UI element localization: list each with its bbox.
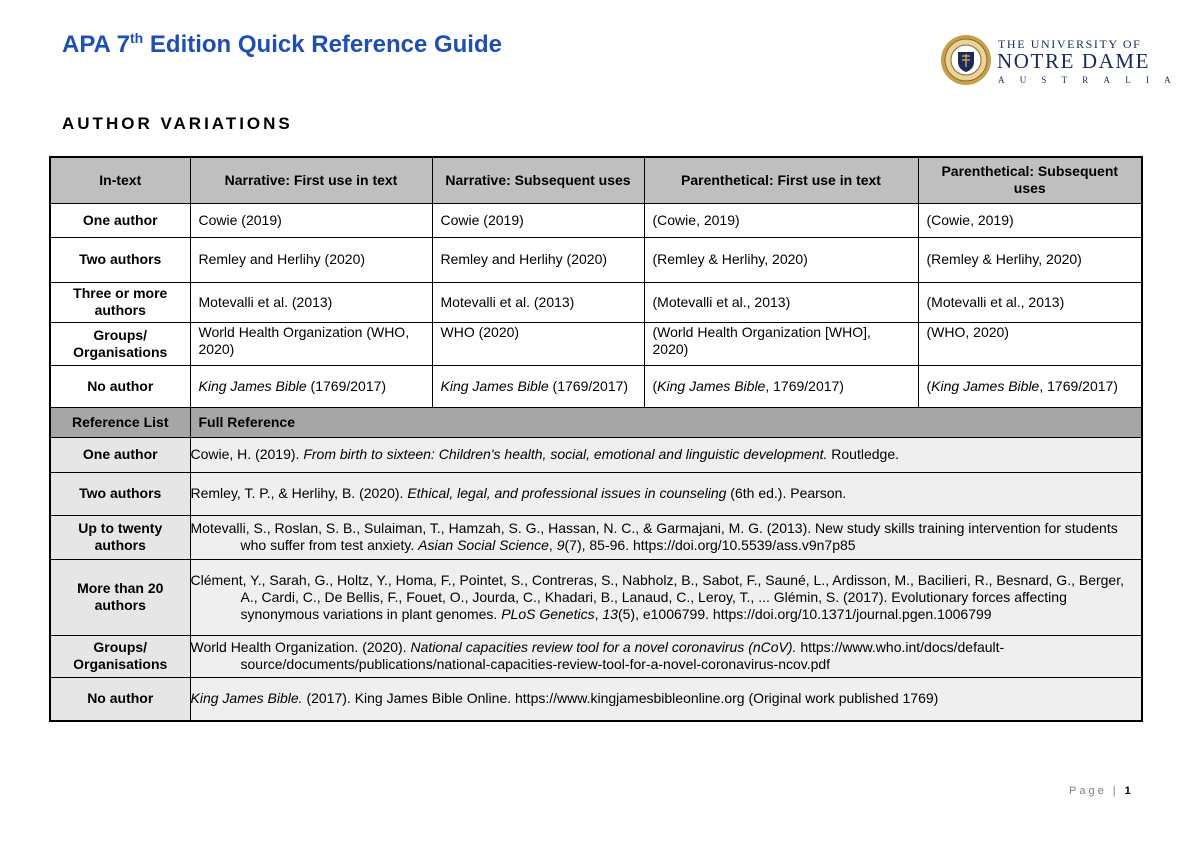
table-cell: (WHO, 2020) <box>918 322 1142 365</box>
table-cell: (World Health Organization [WHO], 2020) <box>644 322 918 365</box>
table-cell: (Motevalli et al., 2013) <box>918 282 1142 322</box>
section-heading: AUTHOR VARIATIONS <box>62 114 293 133</box>
column-header: Parenthetical: First use in text <box>644 157 918 203</box>
table-cell: (Remley & Herlihy, 2020) <box>644 237 918 282</box>
logo-text-top: THE UNIVERSITY OF <box>998 37 1142 51</box>
reference-cell: Remley, T. P., & Herlihy, B. (2020). Ethical, legal, and professional issues in counseling (6th ed.). Pearson. <box>190 472 1142 515</box>
column-header: Parenthetical: Subsequent uses <box>918 157 1142 203</box>
intext-header-row <box>50 157 1142 203</box>
table-row <box>50 515 1142 559</box>
table-cell: World Health Organization (WHO, 2020) <box>190 322 432 365</box>
table-cell: Remley and Herlihy (2020) <box>190 237 432 282</box>
table-row <box>50 677 1142 721</box>
row-label: Two authors <box>50 237 190 282</box>
table-row <box>50 635 1142 677</box>
row-label: Groups/ Organisations <box>50 635 190 677</box>
table-cell: (Cowie, 2019) <box>644 203 918 237</box>
table-cell: King James Bible (1769/2017) <box>190 365 432 407</box>
row-label: One author <box>50 203 190 237</box>
university-seal-icon <box>940 34 992 86</box>
reference-cell: Cowie, H. (2019). From birth to sixteen: Children's health, social, emotional and linguistic development. Routledge. <box>190 437 1142 472</box>
table-row <box>50 203 1142 237</box>
row-label: Up to twenty authors <box>50 515 190 559</box>
reference-cell: World Health Organization. (2020). National capacities review tool for a novel coronavirus (nCoV). https://www.who.int/docs/default-source/documents/publications/national-capacities-review-tool-for-a-novel-coronavirus-ncov.pdf <box>190 635 1142 677</box>
table-cell: Cowie (2019) <box>432 203 644 237</box>
logo-text-main: NOTRE DAME <box>997 49 1151 73</box>
table-row <box>50 437 1142 472</box>
table-row <box>50 365 1142 407</box>
row-label: More than 20 authors <box>50 559 190 635</box>
reference-cell: King James Bible. (2017). King James Bible Online. https://www.kingjamesbibleonline.org (Original work published 1769) <box>190 677 1142 721</box>
reference-header-row <box>50 407 1142 437</box>
page-title: APA 7th Edition Quick Reference Guide <box>62 30 502 58</box>
column-header: Narrative: First use in text <box>190 157 432 203</box>
row-label: Three or more authors <box>50 282 190 322</box>
table-row <box>50 237 1142 282</box>
row-label: No author <box>50 365 190 407</box>
row-label: Groups/ Organisations <box>50 322 190 365</box>
table-row <box>50 282 1142 322</box>
column-header: Reference List <box>50 407 190 437</box>
table-cell: (King James Bible, 1769/2017) <box>644 365 918 407</box>
column-header: Full Reference <box>190 407 1142 437</box>
column-header: Narrative: Subsequent uses <box>432 157 644 203</box>
table-cell: (Motevalli et al., 2013) <box>644 282 918 322</box>
table-cell: WHO (2020) <box>432 322 644 365</box>
reference-cell: Motevalli, S., Roslan, S. B., Sulaiman, T., Hamzah, S. G., Hassan, N. C., & Garmajani, M. G. (2013). New study skills training intervention for students who suffer from test anxiety. Asian Social Science, 9(7), 85-96. https://doi.org/10.5539/ass.v9n7p85 <box>190 515 1142 559</box>
table-row <box>50 472 1142 515</box>
university-logo <box>940 34 1186 90</box>
author-variations-table <box>49 156 1143 722</box>
table-cell: (Cowie, 2019) <box>918 203 1142 237</box>
table-row <box>50 322 1142 365</box>
table-cell: King James Bible (1769/2017) <box>432 365 644 407</box>
table-cell: Motevalli et al. (2013) <box>432 282 644 322</box>
column-header: In-text <box>50 157 190 203</box>
row-label: No author <box>50 677 190 721</box>
logo-text-bottom: AUSTRALIA <box>998 75 1186 85</box>
row-label: Two authors <box>50 472 190 515</box>
table-cell: Cowie (2019) <box>190 203 432 237</box>
table-row <box>50 559 1142 635</box>
reference-cell: Clément, Y., Sarah, G., Holtz, Y., Homa, F., Pointet, S., Contreras, S., Nabholz, B., Sabot, F., Sauné, L., Ardisson, M., Bacilieri, R., Besnard, G., Berger, A., Cardi, C., De Bellis, F., Fouet, O., Jourda, C., Khadari, B., Lanaud, C., Leroy, T., ... Glémin, S. (2017). Evolutionary forces affecting synonymous variations in plant genomes. PLoS Genetics, 13(5), e1006799. https://doi.org/10.1371/journal.pgen.1006799 <box>190 559 1142 635</box>
row-label: One author <box>50 437 190 472</box>
page-number: Page | 1 <box>1069 785 1131 797</box>
table-cell: (King James Bible, 1769/2017) <box>918 365 1142 407</box>
table-cell: (Remley & Herlihy, 2020) <box>918 237 1142 282</box>
table-cell: Motevalli et al. (2013) <box>190 282 432 322</box>
table-cell: Remley and Herlihy (2020) <box>432 237 644 282</box>
